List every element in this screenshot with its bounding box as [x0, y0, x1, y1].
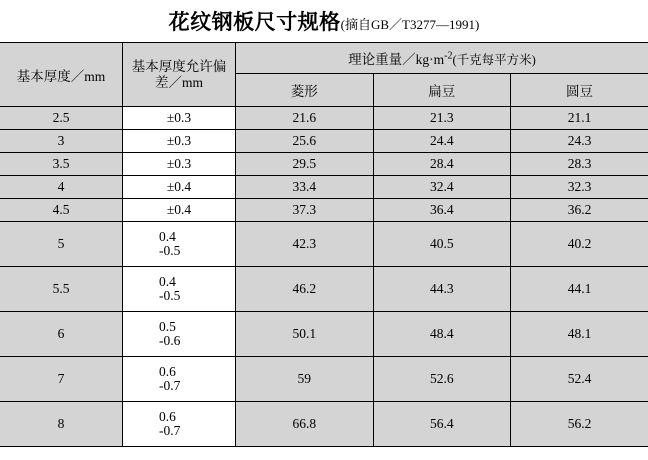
cell-tolerance [123, 312, 236, 357]
tolerance-upper: 0.4 [159, 228, 176, 244]
header-weight-suffix: (千克每平方米) [452, 53, 536, 67]
cell-thickness: 2.5 [0, 107, 123, 130]
cell-thickness: 3 [0, 130, 123, 153]
cell-weight-diamond: 33.4 [236, 176, 374, 199]
cell-thickness: 5 [0, 222, 123, 267]
cell-weight-lentil: 36.4 [373, 199, 511, 222]
cell-weight-lentil: 40.5 [373, 222, 511, 267]
cell-thickness: 5.5 [0, 267, 123, 312]
cell-weight-lentil: 32.4 [373, 176, 511, 199]
header-tolerance-lines [123, 59, 235, 90]
table-row [0, 312, 648, 357]
cell-tolerance: ±0.4 [123, 199, 236, 222]
header-tolerance-line1: 基本厚度允许偏 [131, 58, 227, 74]
cell-weight-lentil: 48.4 [373, 312, 511, 357]
cell-tolerance: ±0.3 [123, 107, 236, 130]
tolerance-upper: 0.4 [159, 273, 176, 289]
cell-thickness: 7 [0, 357, 123, 402]
cell-weight-round: 32.3 [511, 176, 648, 199]
cell-weight-lentil: 52.6 [373, 357, 511, 402]
tolerance-upper: 0.6 [159, 408, 176, 424]
tolerance-upper: 0.6 [159, 363, 176, 379]
header-weight-prefix: 理论重量／kg·m [348, 52, 445, 67]
cell-thickness: 4 [0, 176, 123, 199]
table-body [0, 43, 648, 447]
table-row [0, 222, 648, 267]
header-sub-round: 圆豆 [511, 74, 648, 107]
cell-weight-lentil: 44.3 [373, 267, 511, 312]
tolerance-lower: -0.7 [159, 378, 181, 393]
table-row [0, 130, 648, 153]
tolerance-pair [123, 230, 235, 258]
table-row [0, 176, 648, 199]
cell-weight-round: 24.3 [511, 130, 648, 153]
cell-weight-lentil: 56.4 [373, 402, 511, 447]
table-row [0, 402, 648, 447]
tolerance-pair [123, 320, 235, 348]
cell-weight-lentil: 21.3 [373, 107, 511, 130]
page-title-sub: (摘自GB／T3277—1991) [340, 17, 480, 32]
cell-tolerance: ±0.3 [123, 153, 236, 176]
cell-tolerance [123, 267, 236, 312]
cell-weight-lentil: 28.4 [373, 153, 511, 176]
cell-weight-diamond: 25.6 [236, 130, 374, 153]
cell-thickness: 4.5 [0, 199, 123, 222]
cell-weight-diamond: 21.6 [236, 107, 374, 130]
cell-weight-diamond: 42.3 [236, 222, 374, 267]
tolerance-lower: -0.5 [159, 243, 181, 258]
tolerance-pair [123, 410, 235, 438]
cell-weight-round: 52.4 [511, 357, 648, 402]
cell-thickness: 6 [0, 312, 123, 357]
cell-weight-round: 44.1 [511, 267, 648, 312]
cell-thickness: 3.5 [0, 153, 123, 176]
tolerance-pair [123, 365, 235, 393]
table-row [0, 107, 648, 130]
tolerance-upper: 0.5 [159, 318, 176, 334]
cell-weight-lentil: 24.4 [373, 130, 511, 153]
header-weight-group [236, 43, 648, 74]
page-title-main: 花纹钢板尺寸规格 [168, 10, 341, 34]
cell-tolerance [123, 222, 236, 267]
cell-weight-round: 56.2 [511, 402, 648, 447]
tolerance-lower: -0.7 [159, 423, 181, 438]
cell-weight-diamond: 37.3 [236, 199, 374, 222]
header-sub-diamond: 菱形 [236, 74, 374, 107]
header-thickness: 基本厚度／mm [0, 43, 123, 107]
table-row [0, 199, 648, 222]
cell-weight-diamond: 29.5 [236, 153, 374, 176]
cell-weight-round: 21.1 [511, 107, 648, 130]
tolerance-lower: -0.6 [159, 333, 181, 348]
cell-thickness: 8 [0, 402, 123, 447]
cell-weight-round: 40.2 [511, 222, 648, 267]
header-weight-text [348, 52, 536, 67]
spec-table [0, 42, 648, 447]
tolerance-lower: -0.5 [159, 288, 181, 303]
header-row-top [0, 43, 648, 74]
cell-weight-diamond: 59 [236, 357, 374, 402]
cell-weight-round: 48.1 [511, 312, 648, 357]
cell-tolerance [123, 402, 236, 447]
page-title [0, 0, 648, 42]
cell-weight-diamond: 50.1 [236, 312, 374, 357]
cell-tolerance: ±0.3 [123, 130, 236, 153]
cell-weight-round: 36.2 [511, 199, 648, 222]
header-weight-sup: -2 [444, 50, 453, 62]
header-tolerance-line2: 差／mm [154, 74, 203, 90]
tolerance-pair [123, 275, 235, 303]
cell-weight-diamond: 66.8 [236, 402, 374, 447]
table-row [0, 357, 648, 402]
cell-weight-round: 28.3 [511, 153, 648, 176]
header-tolerance [123, 43, 236, 107]
cell-weight-diamond: 46.2 [236, 267, 374, 312]
cell-tolerance: ±0.4 [123, 176, 236, 199]
header-sub-lentil: 扁豆 [373, 74, 511, 107]
table-row [0, 267, 648, 312]
cell-tolerance [123, 357, 236, 402]
table-row [0, 153, 648, 176]
